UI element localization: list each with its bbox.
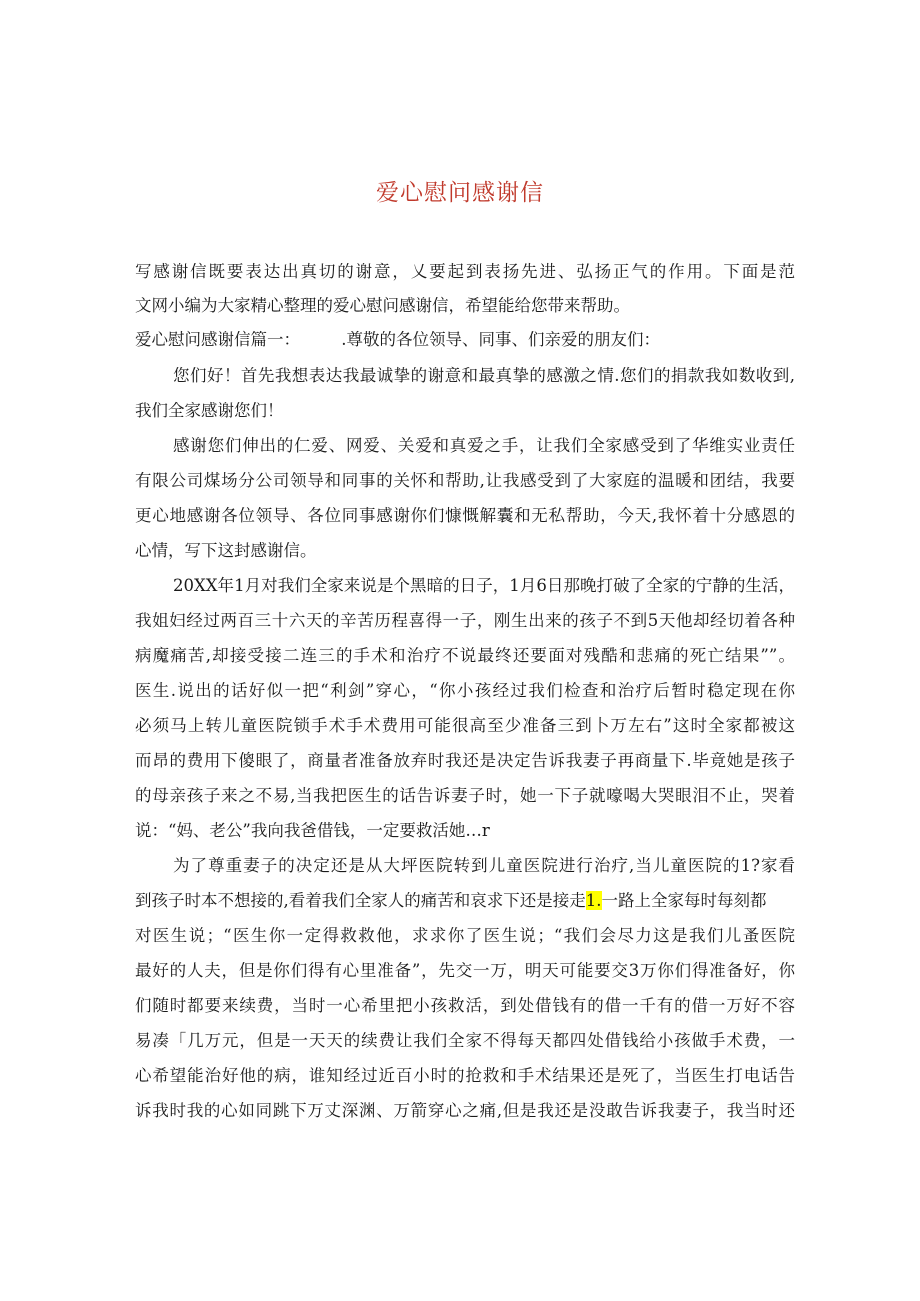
line-segment: 到孩子时本不想接的,看着我们全家人的痛苦和哀求下还是接走 [135,891,586,910]
paragraph-line: 们随时都要来续费，当时一心希里把小孩救活，到处借钱有的借一千有的借一万好不容 [135,996,795,1015]
paragraph-line: 的母亲孩子来之不易,当我把医生的话告诉妻子时，她一下子就嚎喝大哭眼泪不止，哭着 [135,786,795,805]
paragraph-line: 医生.说出的话好似一把“利剑”穿心，“你小孩经过我们检查和治疗后暂时稳定现在你 [135,681,795,700]
line-segment: 一路上全家每时每刻都 [601,891,767,910]
paragraph-line: 写感谢信既要表达出真切的谢意，乂要起到表扬先进、弘扬正气的作用。下面是范 [135,262,795,281]
paragraph-line: 最好的人夫，但是你们得有心里准备”，先交一万，明天可能要交3万你们得准备好，你 [135,961,795,980]
paragraph-line: 必须马上转儿童医院锁手术手术费用可能很高至少准备三到卜万左右”这时全家都被这 [135,716,795,735]
paragraph-line: 诉我时我的心如同跳下万丈深渊、万箭穿心之痛,但是我还是没敢告诉我妻子，我当时还 [135,1101,795,1120]
paragraph-line: 20XX年1月对我们全家来说是个黑暗的日子，1月6日那晚打破了全家的宁静的生活， [173,576,795,595]
paragraph-line: 为了尊重妻子的决定还是从大坪医院转到儿童医院进行治疗,当儿童医院的1?家看 [173,856,795,875]
paragraph-line: 有限公司煤场分公司领导和同事的关怀和帮助,让我感受到了大家庭的温暖和团结，我要 [135,471,795,490]
paragraph-line: 而昂的费用下傻眼了，商量者准备放弃时我还是决定告诉我妻子再商量下.毕竟她是孩子 [135,751,795,770]
paragraph-line: 更心地感谢各位领导、各位同事感谢你们慷慨解囊和无私帮助，今天,我怀着十分感恩的 [135,506,795,525]
paragraph-line [135,886,795,916]
document-title: 爱心慰问感谢信 [376,180,544,206]
paragraph-line: 心情，写下这封感谢信。 [135,541,317,560]
paragraph-line: 对医生说；“医生你一定得救救他，求求你了医生说；“我们会尽力这是我们儿蚤医院 [135,926,795,945]
paragraph-line: 感谢您们伸出的仁爱、网爱、关爱和真爱之手，让我们全家感受到了华维实业责任 [173,436,795,455]
highlighted-number: 1. [585,891,602,910]
paragraph-line: 病魔痛苦,却接受接二连三的手术和治疗不说最终还要面对残酷和悲痛的死亡结果””。 [135,646,795,665]
paragraph-line: 您们好！首先我想表达我最诚挚的谢意和最真挚的感激之情.您们的捐款我如数收到, [173,366,795,385]
paragraph-line: 易凑「几万元，但是一天天的续费让我们全家不得每天都四处借钱给小孩做手术费，一 [135,1031,795,1050]
paragraph-line: 我们全家感谢您们！ [135,401,284,420]
paragraph-line: 文网小编为大家精心整理的爱心慰问感谢信，希望能给您带来帮助。 [135,296,630,315]
paragraph-line: 说：“妈、老公”我向我爸借钱，一定要救活她…r [135,821,490,840]
paragraph-line: 我姐妇经过两百三十六天的辛苦历程喜得一子，刚生出来的孩子不到5天他却经切着各种 [135,611,795,630]
paragraph-line: 爱心慰问感谢信篇一： .尊敬的各位领导、同事、们亲爱的朋友们： [135,330,660,349]
paragraph-line: 心希望能治好他的病，谁知经过近百小时的抢救和手术结果还是死了，当医生打电话告 [135,1066,795,1085]
